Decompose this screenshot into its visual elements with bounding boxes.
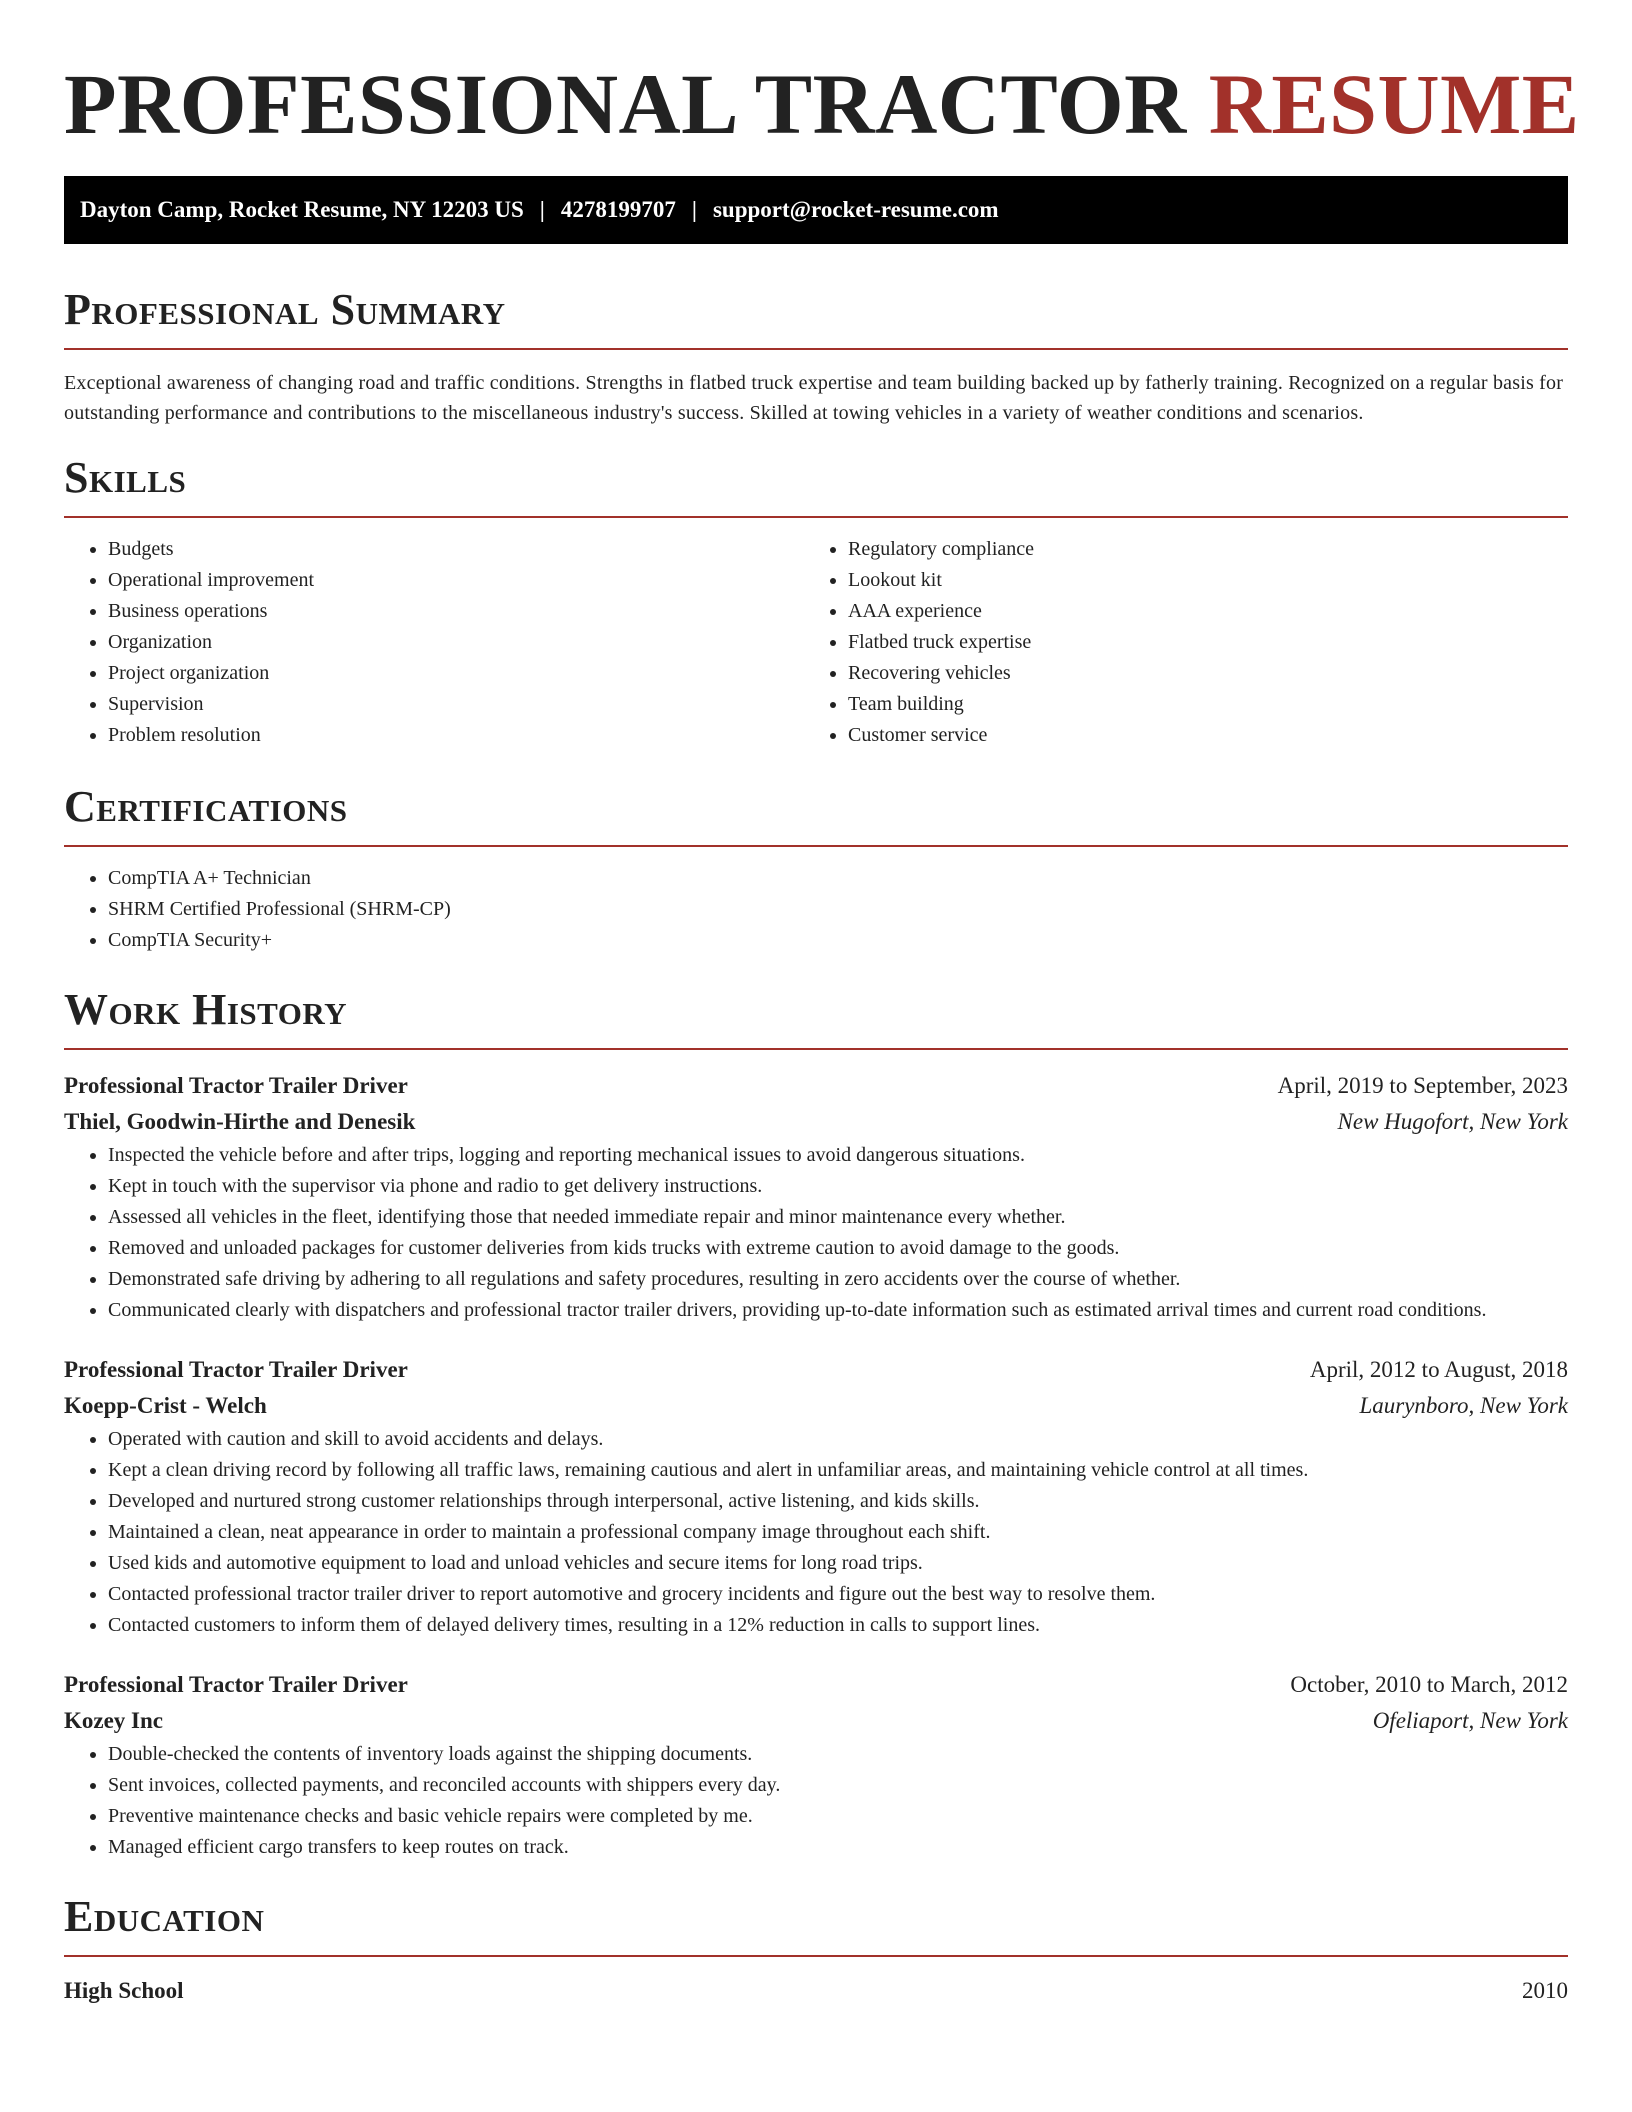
job-company: Koepp-Crist - Welch [64,1393,267,1418]
skills-heading: Skills [64,453,187,502]
skill-item: • Project organization [108,658,804,689]
work-history-heading: Work History [64,985,348,1034]
section-divider [64,845,1568,847]
education-degree: High School [64,1978,184,2003]
job-location: Ofeliaport, New York [1372,1708,1568,1733]
skills-section [64,452,1568,751]
job-bullet: • Operated with caution and skill to avoid accidents and delays. [108,1424,1568,1455]
job-bullet: • Managed efficient cargo transfers to keep routes on track. [108,1832,1568,1863]
job-header [64,1068,1568,1104]
job-dates: April, 2012 to August, 2018 [1309,1357,1568,1382]
certification-item: • SHRM Certified Professional (SHRM-CP) [108,894,1568,925]
skill-item: • Business operations [108,596,804,627]
skill-item: • Supervision [108,689,804,720]
skills-list-left [64,534,804,751]
job-entry [64,1352,1568,1641]
certification-item: • CompTIA Security+ [108,925,1568,956]
job-entry [64,1667,1568,1863]
skill-item: • Problem resolution [108,720,804,751]
section-divider [64,1955,1568,1957]
job-bullets [64,1424,1568,1641]
certifications-list [64,863,1568,956]
education-heading: Education [64,1892,265,1941]
job-company: Kozey Inc [64,1708,164,1733]
education-section [64,1891,1568,2009]
job-bullet: • Assessed all vehicles in the fleet, identifying those that needed immediate repair and minor maintenance every whether. [108,1202,1568,1233]
skill-item: • Budgets [108,534,804,565]
skill-item: • Customer service [848,720,1544,751]
job-dates: October, 2010 to March, 2012 [1290,1672,1568,1697]
job-bullet: • Sent invoices, collected payments, and reconciled accounts with shippers every day. [108,1770,1568,1801]
job-entry [64,1068,1568,1326]
education-entry [64,1973,1568,2009]
job-header [64,1667,1568,1703]
certifications-heading: Certifications [64,782,348,831]
job-subheader [64,1703,1568,1739]
skill-item: • AAA experience [848,596,1544,627]
job-bullets [64,1739,1568,1863]
job-header [64,1352,1568,1388]
job-dates: April, 2019 to September, 2023 [1277,1073,1568,1098]
job-company: Thiel, Goodwin-Hirthe and Denesik [64,1109,416,1134]
skill-item: • Organization [108,627,804,658]
skills-list-right [804,534,1544,751]
contact-bar [64,176,1568,244]
job-location: New Hugofort, New York [1337,1109,1568,1134]
job-bullet: • Kept a clean driving record by following all traffic laws, remaining cautious and alert in unfamiliar areas, and maintaining vehicle control at all times. [108,1455,1568,1486]
job-bullet: • Inspected the vehicle before and after trips, logging and reporting mechanical issues to avoid dangerous situations. [108,1140,1568,1171]
job-bullet: • Used kids and automotive equipment to load and unload vehicles and secure items for long road trips. [108,1548,1568,1579]
summary-text: Exceptional awareness of changing road and traffic conditions. Strengths in flatbed truck expertise and team building backed up by fatherly training. Recognized on a regular basis for outstanding performance and contributions to the miscellaneous industry's success. Skilled at towing vehicles in a variety of weather conditions and scenarios. [64,372,1564,424]
contact-address: Dayton Camp, Rocket Resume, NY 12203 US [80,197,524,222]
skill-item: • Lookout kit [848,565,1544,596]
job-bullet: • Demonstrated safe driving by adhering to all regulations and safety procedures, resulting in zero accidents over the course of whether. [108,1264,1568,1295]
summary-section [64,284,1568,428]
contact-email: support@rocket-resume.com [712,197,999,222]
job-title: Professional Tractor Trailer Driver [64,1357,408,1382]
contact-phone: 4278199707 [560,197,676,222]
education-header [64,1973,1568,2009]
job-subheader [64,1104,1568,1140]
job-bullet: • Maintained a clean, neat appearance in order to maintain a professional company image throughout each shift. [108,1517,1568,1548]
job-location: Laurynboro, New York [1359,1393,1568,1418]
resume-title [64,0,1580,154]
skill-item: • Operational improvement [108,565,804,596]
job-bullet: • Contacted professional tractor trailer driver to report automotive and grocery incidents and figure out the best way to resolve them. [108,1579,1568,1610]
contact-separator: | [691,197,697,222]
skills-grid [64,534,1568,751]
job-subheader [64,1388,1568,1424]
job-bullet: • Developed and nurtured strong customer relationships through interpersonal, active listening, and kids skills. [108,1486,1568,1517]
section-divider [64,516,1568,518]
job-title: Professional Tractor Trailer Driver [64,1073,408,1098]
skills-column-left [64,534,804,751]
section-divider [64,348,1568,350]
skill-item: • Regulatory compliance [848,534,1544,565]
title-main: PROFESSIONAL TRACTOR [64,56,1187,152]
job-bullet: • Preventive maintenance checks and basic vehicle repairs were completed by me. [108,1801,1568,1832]
skill-item: • Team building [848,689,1544,720]
job-bullet: • Communicated clearly with dispatchers and professional tractor trailer drivers, providing up-to-date information such as estimated arrival times and current road conditions. [108,1295,1568,1326]
job-title: Professional Tractor Trailer Driver [64,1672,408,1697]
title-accent: RESUME [1208,56,1580,152]
work-history-section [64,984,1568,1863]
contact-separator: | [539,197,545,222]
certifications-section [64,781,1568,956]
job-bullets [64,1140,1568,1326]
job-bullet: • Removed and unloaded packages for customer deliveries from kids trucks with extreme caution to avoid damage to the goods. [108,1233,1568,1264]
skill-item: • Flatbed truck expertise [848,627,1544,658]
job-bullet: • Kept in touch with the supervisor via phone and radio to get delivery instructions. [108,1171,1568,1202]
job-bullet: • Contacted customers to inform them of delayed delivery times, resulting in a 12% reduction in calls to support lines. [108,1610,1568,1641]
skills-column-right [804,534,1544,751]
education-year: 2010 [1522,1978,1568,2003]
job-bullet: • Double-checked the contents of inventory loads against the shipping documents. [108,1739,1568,1770]
certification-item: • CompTIA A+ Technician [108,863,1568,894]
section-divider [64,1048,1568,1050]
summary-heading: Professional Summary [64,285,506,334]
skill-item: • Recovering vehicles [848,658,1544,689]
